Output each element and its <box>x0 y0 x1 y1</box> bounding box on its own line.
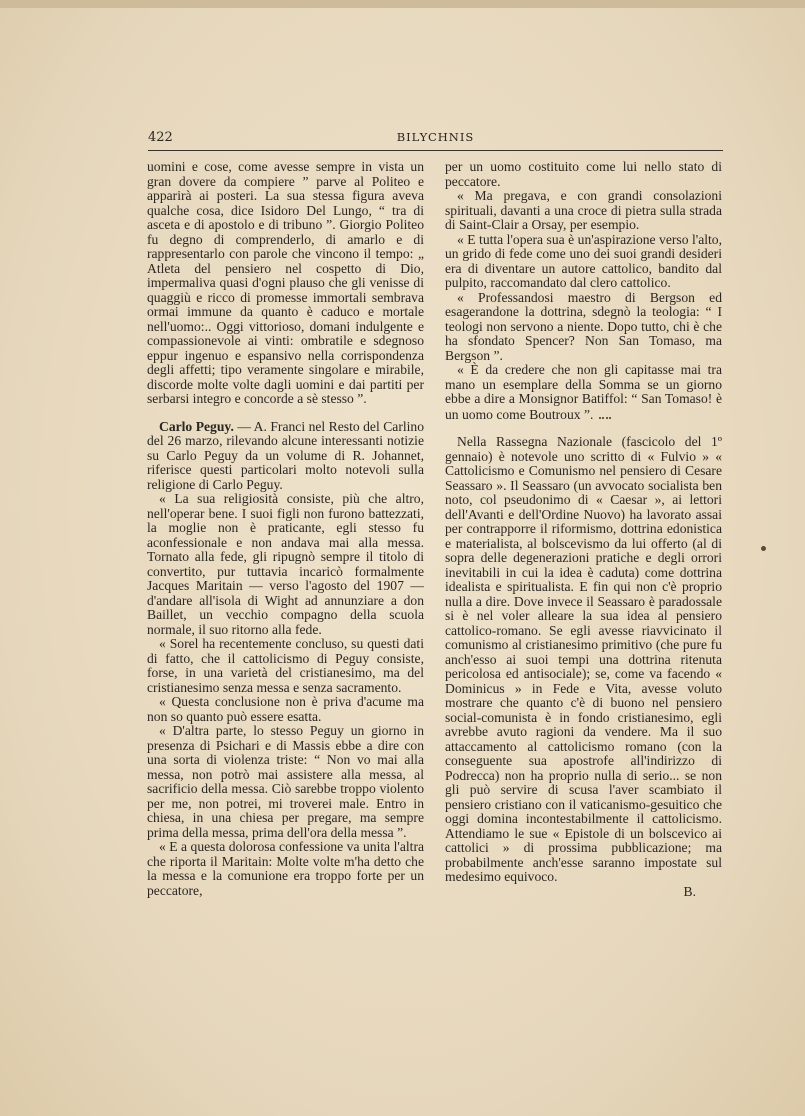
ornament-icon <box>599 407 611 419</box>
signature-initial: B. <box>683 883 696 899</box>
paragraph: « Questa conclusione non è priva d'acume ma non so quanto può essere esatta. <box>147 694 424 724</box>
header-rule <box>148 150 723 151</box>
page-top-edge <box>0 0 805 8</box>
paragraph: « La sua religiosità consiste, più che altro, nell'operar bene. I suoi figli non furono battezzati, la moglie non è praticante, egli stesso fu aconfessionale e non andava mai alla messa. Tornato alla fede, gli ripugnò sempre il titolo di convertito, pur tuttavia incaricò formalmente Jacques Maritain — verso l'agosto del 1907 — d'andare all'isola di Wight ad annunziare a don Baillet, un vecchio compagno della scuola normale, il suo ritorno alla fede. <box>147 491 424 637</box>
paragraph: uomini e cose, come avesse sempre in vista un gran dovere da compiere ” parve al Politeo e apparirà ai posteri. La sua stessa figura aveva qualche cosa, dice Isidoro Del Lungo, “ tra di asceta e di apostolo e di tribuno ”. Giorgio Politeo fu degno di comprenderlo, di amarlo e di rappresentarlo con parole che vincono il tempo: „ Atleta del pensiero nel cospetto di Dio, impermaliva quasi d'ogni plauso che gli venisse di quaggiù e ricco di promesse immortali sembrava ormai immune da quanto è caduco e mortale nell'uomo:.. Oggi vittorioso, domani indulgente e compassionevole ai vinti: ombratile e sdegnoso eppur ingenuo e espansivo nella corrispondenza degli affetti; tipo veramente singolare e mirabile, discorde molte volte dagli uomini e dai partiti per serbarsi integro e concorde a sè stesso ”. <box>147 159 424 406</box>
paragraph: « E tutta l'opera sua è un'aspirazione verso l'alto, un grido di fede come uno dei suoi grandi desideri era di diventare un autore cattolico, bandito dal pulpito, raccomandato dal clero cattolico. <box>445 231 722 290</box>
section-heading: Carlo Peguy. <box>159 418 234 434</box>
paragraph: « D'altra parte, lo stesso Peguy un giorno in presenza di Psichari e di Massis ebbe a dire con una sorta di violenza triste: “ Non vo mai alla messa, non potrò mai assistere alla messa, al sacrificio della messa. Ciò sarebbe troppo violento per me, non potrei, mi troverei male. Entro in chiesa, in una chiesa per pregare, ma sempre prima della messa, prima dell'ora della messa ”. <box>147 723 424 840</box>
running-title: BILYCHNIS <box>396 130 475 144</box>
paragraph-text: « È da credere che non gli capitasse mai tra mano un esemplare della Somma se un giorno ebbe a dire a Monsignor Batiffol: “ San Tomaso! è un uomo come Boutroux ”. <box>445 362 722 422</box>
page-number: 422 <box>148 130 173 145</box>
right-column <box>445 160 722 899</box>
paragraph-rassegna: Nella Rassegna Nazionale (fascicolo del 1º gennaio) è notevole uno scritto di « Fulvio » « Cattolicismo e Comunismo nel pensiero di Cesare Seassaro ». Il Seassaro (un avvocato socialista ben noto, col pseudonimo di « Caesar », ai lettori dell'Avanti e dell'Ordine Nuovo) ha lavorato assai per contrapporre il riformismo, dottrina edonistica e materialista, al bolscevismo da lui offerto (al di sopra delle degenerazioni pratiche e degli orrori inevitabili in cui la idea è caduta) come dottrina idealista e spiritualista. E fin qui non c'è proprio nulla a dire. Dove invece il Seassaro è paradossale si è nel voler alleare la sua idea al pensiero cattolico-romano. Se egli avesse riavvicinato il comunismo al cristianesimo primitivo (che pure fu anch'esso ai suoi tempi una dottrina ritenuta pericolosa ed antisociale); se, come va facendo « Dominicus » in Fede e Vita, avesse voluto mostrare che quanto c'è di buono nel pensiero social-comunista è in fondo cristianesimo, egli avrebbe avuto ragioni da vendere. Ma il suo attaccamento al cattolicismo romano (con la conseguente sua apostrofe all'indirizzo di Podrecca) non ha proprio nulla di serio... se non gli può servire di scusa l'aver scambiato il pensiero cristiano con il vaticanismo-gesuitico che oggi domina incontestabilmente il cattolicismo. Attendiamo le sue « Epistole di un bolscevico ai cattolici » di prossima pubblicazione; ma probabilmente anch'esse saranno impostate sul medesimo equivoco. <box>445 434 722 884</box>
paragraph: « E a questa dolorosa confessione va unita l'altra che riporta il Maritain: Molte volte m'ha detto che la messa e la comunione era troppo forte per un peccatore, <box>147 839 424 898</box>
paragraph: « Sorel ha recentemente concluso, su questi dati di fatto, che il cattolicismo di Peguy consiste, forse, in una varietà del cristianesimo, ma del cristianesimo senza messa e senza sacramento. <box>147 636 424 695</box>
paragraph: « Ma pregava, e con grandi consolazioni spirituali, davanti a una croce di pietra sulla strada di Saint-Clair a Orsay, per esempio. <box>445 188 722 232</box>
paragraph-carlo-peguy <box>147 420 424 493</box>
left-column <box>147 160 424 898</box>
page-header <box>148 128 723 148</box>
ink-spot <box>761 546 766 551</box>
paragraph-with-ornament <box>445 363 722 422</box>
paragraph-text: — A. Franci nel Resto del Carlino del 26 marzo, rilevando alcune interessanti notizie su Carlo Peguy da un volume di R. Johannet, riferisce questi particolari molto notevoli sulla religione di Carlo Peguy. <box>147 418 425 492</box>
paragraph: per un uomo costituito come lui nello stato di peccatore. <box>445 159 722 189</box>
paragraph: « Professandosi maestro di Bergson ed esagerandone la dottrina, sdegnò la teologia: “ I teologi non servono a niente. Dopo tutto, chi è che ha sfondato Spencer? Non San Tomaso, ma Bergson ”. <box>445 289 722 363</box>
